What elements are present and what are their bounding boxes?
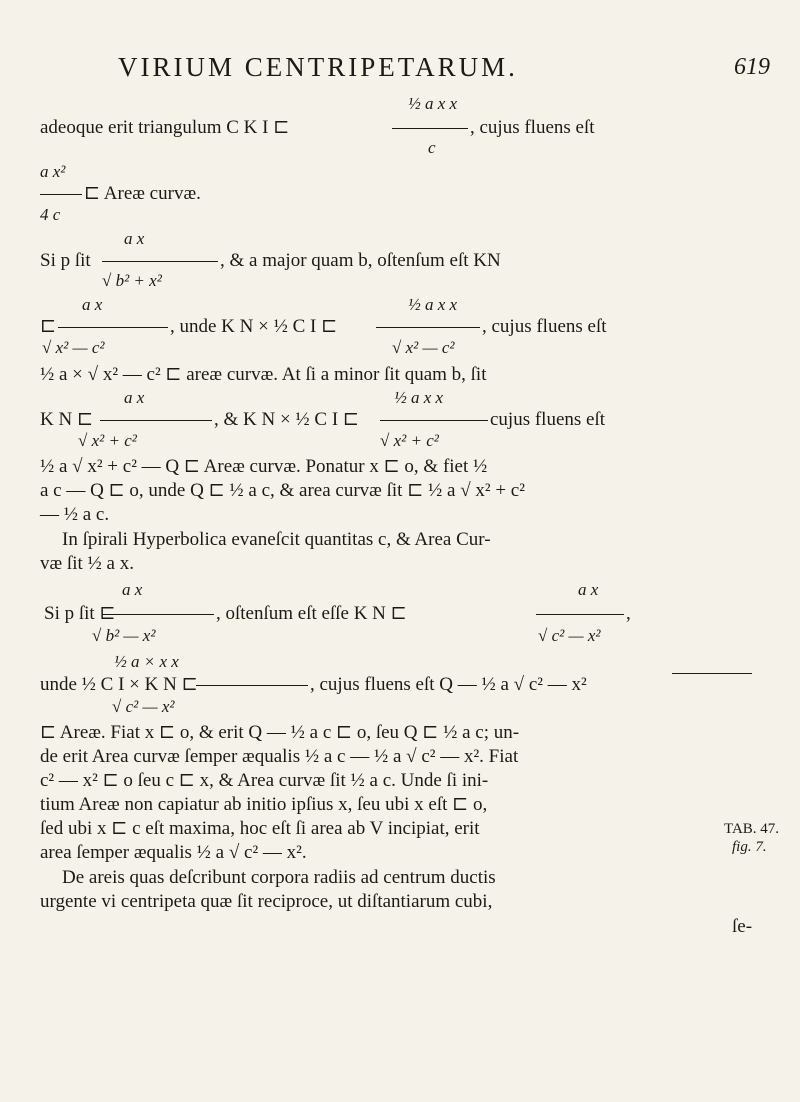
text-line: , cujus fluens eſt Q — ½ a √ c² — x² (310, 674, 587, 695)
formula-denominator: c (428, 138, 436, 157)
fraction-bar (196, 685, 308, 686)
text-line: de erit Area curvæ ſemper æqualis ½ a c — ½ a √ c² — x². Fiat (40, 746, 519, 767)
fraction-bar (376, 327, 480, 328)
page-header (40, 46, 770, 86)
text-line: , & a major quam b, oſtenſum eſt KN (220, 250, 501, 271)
text-line: area ſemper æqualis ½ a √ c² — x². (40, 842, 307, 863)
fraction-bar (102, 614, 214, 615)
text-line: , cujus fluens eſt (482, 316, 607, 337)
formula-denominator: √ c² — x² (538, 626, 601, 645)
text-line: , (626, 603, 631, 624)
text-line: ⊏ Areæ curvæ. (84, 183, 201, 204)
text-line: In ſpirali Hyperbolica evaneſcit quantitas c, & Area Cur- (62, 529, 491, 550)
formula-denominator: √ x² + c² (78, 431, 137, 450)
text-line: cujus fluens eſt (490, 409, 606, 430)
formula-numerator: a x (124, 388, 145, 407)
formula-denominator: √ b² — x² (92, 626, 156, 645)
formula-numerator: ½ a x x (408, 295, 458, 314)
formula-denominator: 4 c (40, 205, 61, 224)
text-line: ⊏ (40, 316, 57, 337)
fraction-bar (58, 327, 168, 328)
formula-numerator: a x² (40, 162, 66, 181)
formula-denominator: √ x² — c² (392, 338, 455, 357)
text-line: Si p ſit ⊏ (44, 603, 116, 624)
margin-table-reference: TAB. 47. (724, 821, 780, 837)
fraction-bar (392, 128, 468, 129)
formula-numerator: ½ a x x (408, 94, 458, 113)
text-line: væ ſit ½ a x. (40, 553, 134, 574)
formula-denominator: √ b² + x² (102, 271, 162, 290)
text-line: De areis quas deſcribunt corpora radiis ad centrum ductis (62, 867, 496, 888)
fraction-bar (100, 420, 212, 421)
text-line: , oſtenſum eſt eſſe K N ⊏ (216, 603, 407, 624)
formula-numerator: a x (124, 229, 145, 248)
text-line: , cujus fluens eſt (470, 117, 595, 138)
text-line: a c — Q ⊏ o, unde Q ⊏ ½ a c, & area curvæ ſit ⊏ ½ a √ x² + c² (40, 480, 525, 501)
text-line: c² — x² ⊏ o ſeu c ⊏ x, & Area curvæ ſit ½ a c. Unde ſi ini- (40, 770, 489, 791)
text-line: adeoque erit triangulum C K I ⊏ (40, 117, 290, 138)
text-line: unde ½ C I × K N ⊏ (40, 674, 198, 695)
fraction-bar (380, 420, 488, 421)
fraction-bar (40, 194, 82, 195)
formula-numerator: ½ a x x (394, 388, 444, 407)
text-line: , unde K N × ½ C I ⊏ (170, 316, 338, 337)
radical-vinculum (672, 673, 752, 674)
fraction-bar (102, 261, 218, 262)
formula-denominator: √ c² — x² (112, 697, 175, 716)
text-line: , & K N × ½ C I ⊏ (214, 409, 360, 430)
text-line: urgente vi centripeta quæ ſit reciproce, ut diſtantiarum cubi, (40, 891, 493, 912)
catchword: ſe- (732, 916, 753, 937)
text-line: — ½ a c. (40, 504, 110, 525)
formula-numerator: ½ a × x x (114, 652, 179, 671)
formula-numerator: a x (578, 580, 599, 599)
text-line: ⊏ Areæ. Fiat x ⊏ o, & erit Q — ½ a c ⊏ o, ſeu Q ⊏ ½ a c; un- (40, 722, 520, 743)
formula-denominator: √ x² — c² (42, 338, 105, 357)
text-line: ½ a × √ x² — c² ⊏ areæ curvæ. At ſi a minor ſit quam b, ſit (40, 364, 487, 385)
fraction-bar (536, 614, 624, 615)
text-line: ſed ubi x ⊏ c eſt maxima, hoc eſt ſi area ab V incipiat, erit (40, 818, 480, 839)
formula-denominator: √ x² + c² (380, 431, 439, 450)
page-number: 619 (734, 54, 770, 80)
formula-numerator: a x (82, 295, 103, 314)
margin-figure-reference: fig. 7. (732, 839, 767, 855)
text-line: ½ a √ x² + c² — Q ⊏ Areæ curvæ. Ponatur x ⊏ o, & fiet ½ (40, 456, 488, 477)
text-line: K N ⊏ (40, 409, 94, 430)
running-title: VIRIUM CENTRIPETARUM. (118, 52, 518, 82)
text-line: tium Areæ non capiatur ab initio ipſius x, ſeu ubi x eſt ⊏ o, (40, 794, 488, 815)
formula-numerator: a x (122, 580, 143, 599)
text-line: Si p ſit (40, 250, 91, 271)
